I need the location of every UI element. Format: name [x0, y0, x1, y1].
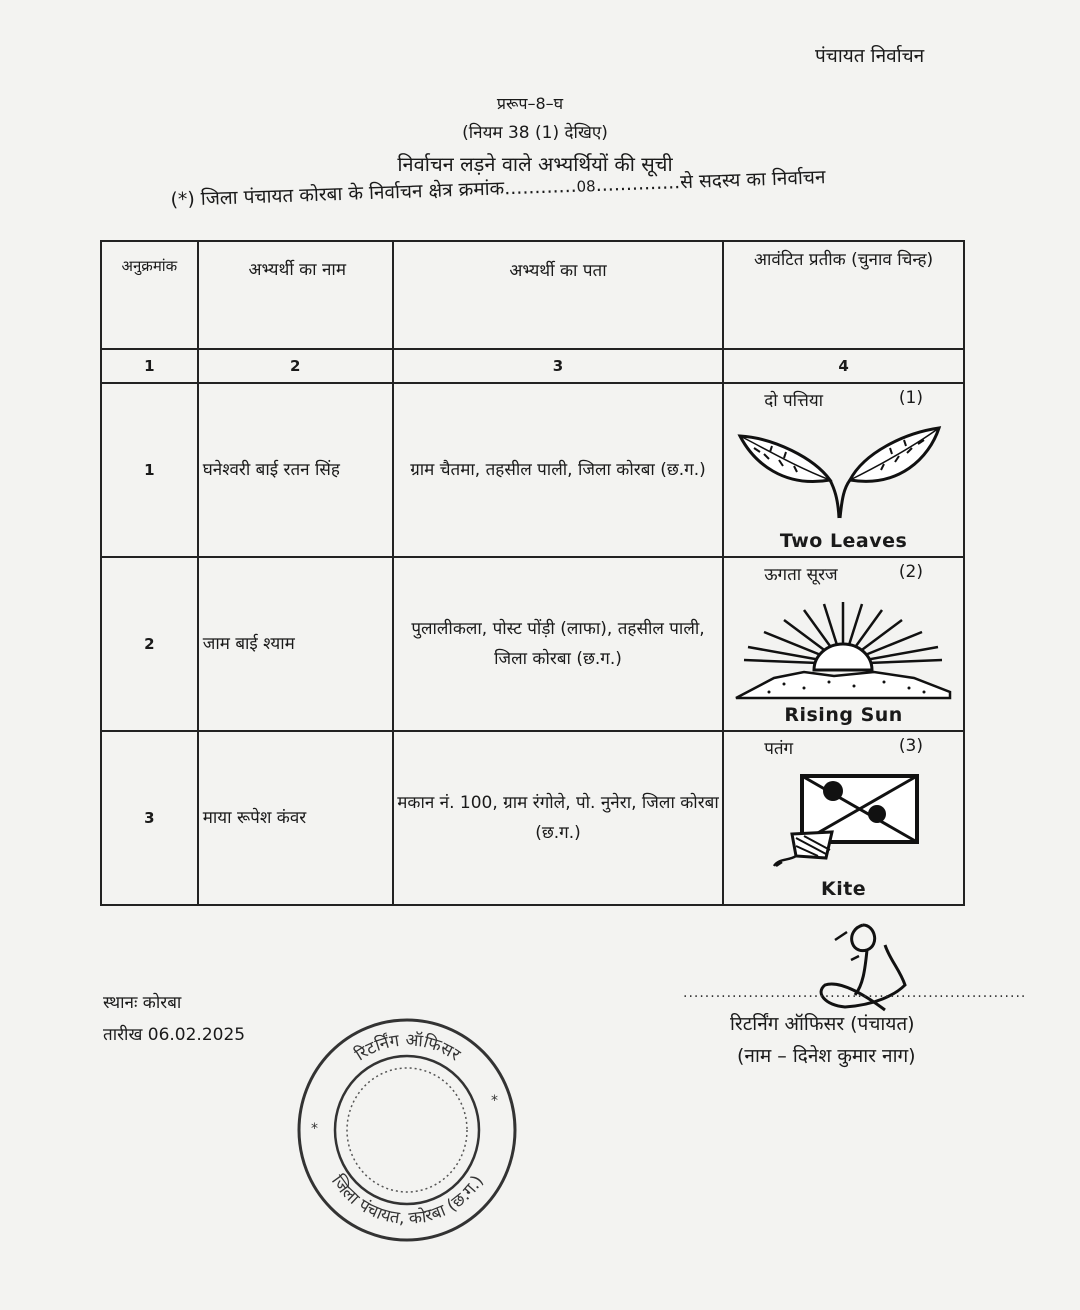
- table-row: [101, 731, 964, 905]
- symbol-hindi-name: पतंग: [764, 739, 794, 759]
- svg-text:रिटर्निंग ऑफिसर: [351, 1030, 464, 1066]
- seal-bottom-text: जिला पंचायत, कोरबा (छ.ग.): [327, 1171, 488, 1230]
- symbol-number: (1): [898, 388, 923, 408]
- rising-sun-icon: [734, 592, 952, 702]
- column-number: 3: [393, 349, 723, 383]
- signature-dotted-line: ...............................................................: [683, 985, 1027, 1001]
- column-header-address: अभ्यर्थी का पता: [393, 241, 723, 349]
- seal-top-text: रिटर्निंग ऑफिसर: [351, 1030, 464, 1066]
- svg-text:*: *: [491, 1093, 498, 1109]
- date-line: तारीख 06.02.2025: [103, 1025, 246, 1045]
- symbol-heading: [764, 736, 923, 759]
- candidate-address: मकान नं. 100, ग्राम रंगोले, पो. नुनेरा, जिला कोरबा (छ.ग.): [393, 731, 723, 905]
- returning-officer-title: रिटर्निंग ऑफिसर (पंचायत): [730, 1013, 915, 1035]
- rule-reference: (नियम 38 (1) देखिए): [462, 123, 608, 143]
- column-header-symbol: आवंटित प्रतीक (चुनाव चिन्ह): [723, 241, 964, 349]
- candidate-name: माया रूपेश कंवर: [198, 731, 393, 905]
- candidate-table: [100, 240, 965, 906]
- svg-text:जिला पंचायत, कोरबा (छ.ग.): [327, 1171, 488, 1229]
- symbol-heading: [764, 562, 923, 585]
- column-number-row: [101, 349, 964, 383]
- form-code: प्ररूप–8–घ: [496, 94, 564, 113]
- header-top-right: पंचायत निर्वाचन: [815, 45, 925, 67]
- symbol-cell: [723, 731, 964, 905]
- column-header-serial: अनुक्रमांक: [101, 241, 198, 349]
- symbol-hindi-name: दो पत्तिया: [764, 391, 824, 411]
- candidate-address: ग्राम चैतमा, तहसील पाली, जिला कोरबा (छ.ग.): [393, 383, 723, 557]
- table-header-row: [101, 241, 964, 349]
- column-number: 4: [723, 349, 964, 383]
- official-seal-stamp: [295, 1015, 520, 1245]
- symbol-hindi-name: ऊगता सूरज: [764, 565, 838, 585]
- symbol-heading: [764, 388, 923, 411]
- table-row: [101, 383, 964, 557]
- symbol-english-name: Two Leaves: [779, 530, 908, 552]
- column-header-name: अभ्यर्थी का नाम: [198, 241, 393, 349]
- symbol-number: (2): [898, 562, 923, 582]
- symbol-cell: [723, 383, 964, 557]
- constituency-number: 08: [576, 177, 596, 196]
- two-leaves-icon: [734, 418, 952, 528]
- table-row: [101, 557, 964, 731]
- candidate-name: घनेश्वरी बाई रतन सिंह: [198, 383, 393, 557]
- column-number: 2: [198, 349, 393, 383]
- svg-text:*: *: [311, 1121, 318, 1137]
- column-number: 1: [101, 349, 198, 383]
- list-title: निर्वाचन लड़ने वाले अभ्यर्थियों की सूची: [397, 152, 673, 176]
- symbol-english-name: Kite: [820, 878, 867, 900]
- place-line: स्थानः कोरबा: [103, 993, 182, 1013]
- candidate-name: जाम बाई श्याम: [198, 557, 393, 731]
- kite-icon: [734, 766, 952, 876]
- returning-officer-name: (नाम – दिनेश कुमार नाग): [737, 1045, 916, 1067]
- symbol-cell: [723, 557, 964, 731]
- symbol-english-name: Rising Sun: [784, 704, 903, 726]
- candidate-address: पुलालीकला, पोस्ट पोंड़ी (लाफा), तहसील पाली, जिला कोरबा (छ.ग.): [393, 557, 723, 731]
- serial-number: 1: [101, 383, 198, 557]
- election-suffix: ..............से सदस्य का निर्वाचन: [595, 166, 826, 197]
- serial-number: 2: [101, 557, 198, 731]
- symbol-number: (3): [898, 736, 923, 756]
- serial-number: 3: [101, 731, 198, 905]
- election-prefix: (*) जिला पंचायत कोरबा के निर्वाचन क्षेत्र क्रमांक............: [170, 174, 577, 211]
